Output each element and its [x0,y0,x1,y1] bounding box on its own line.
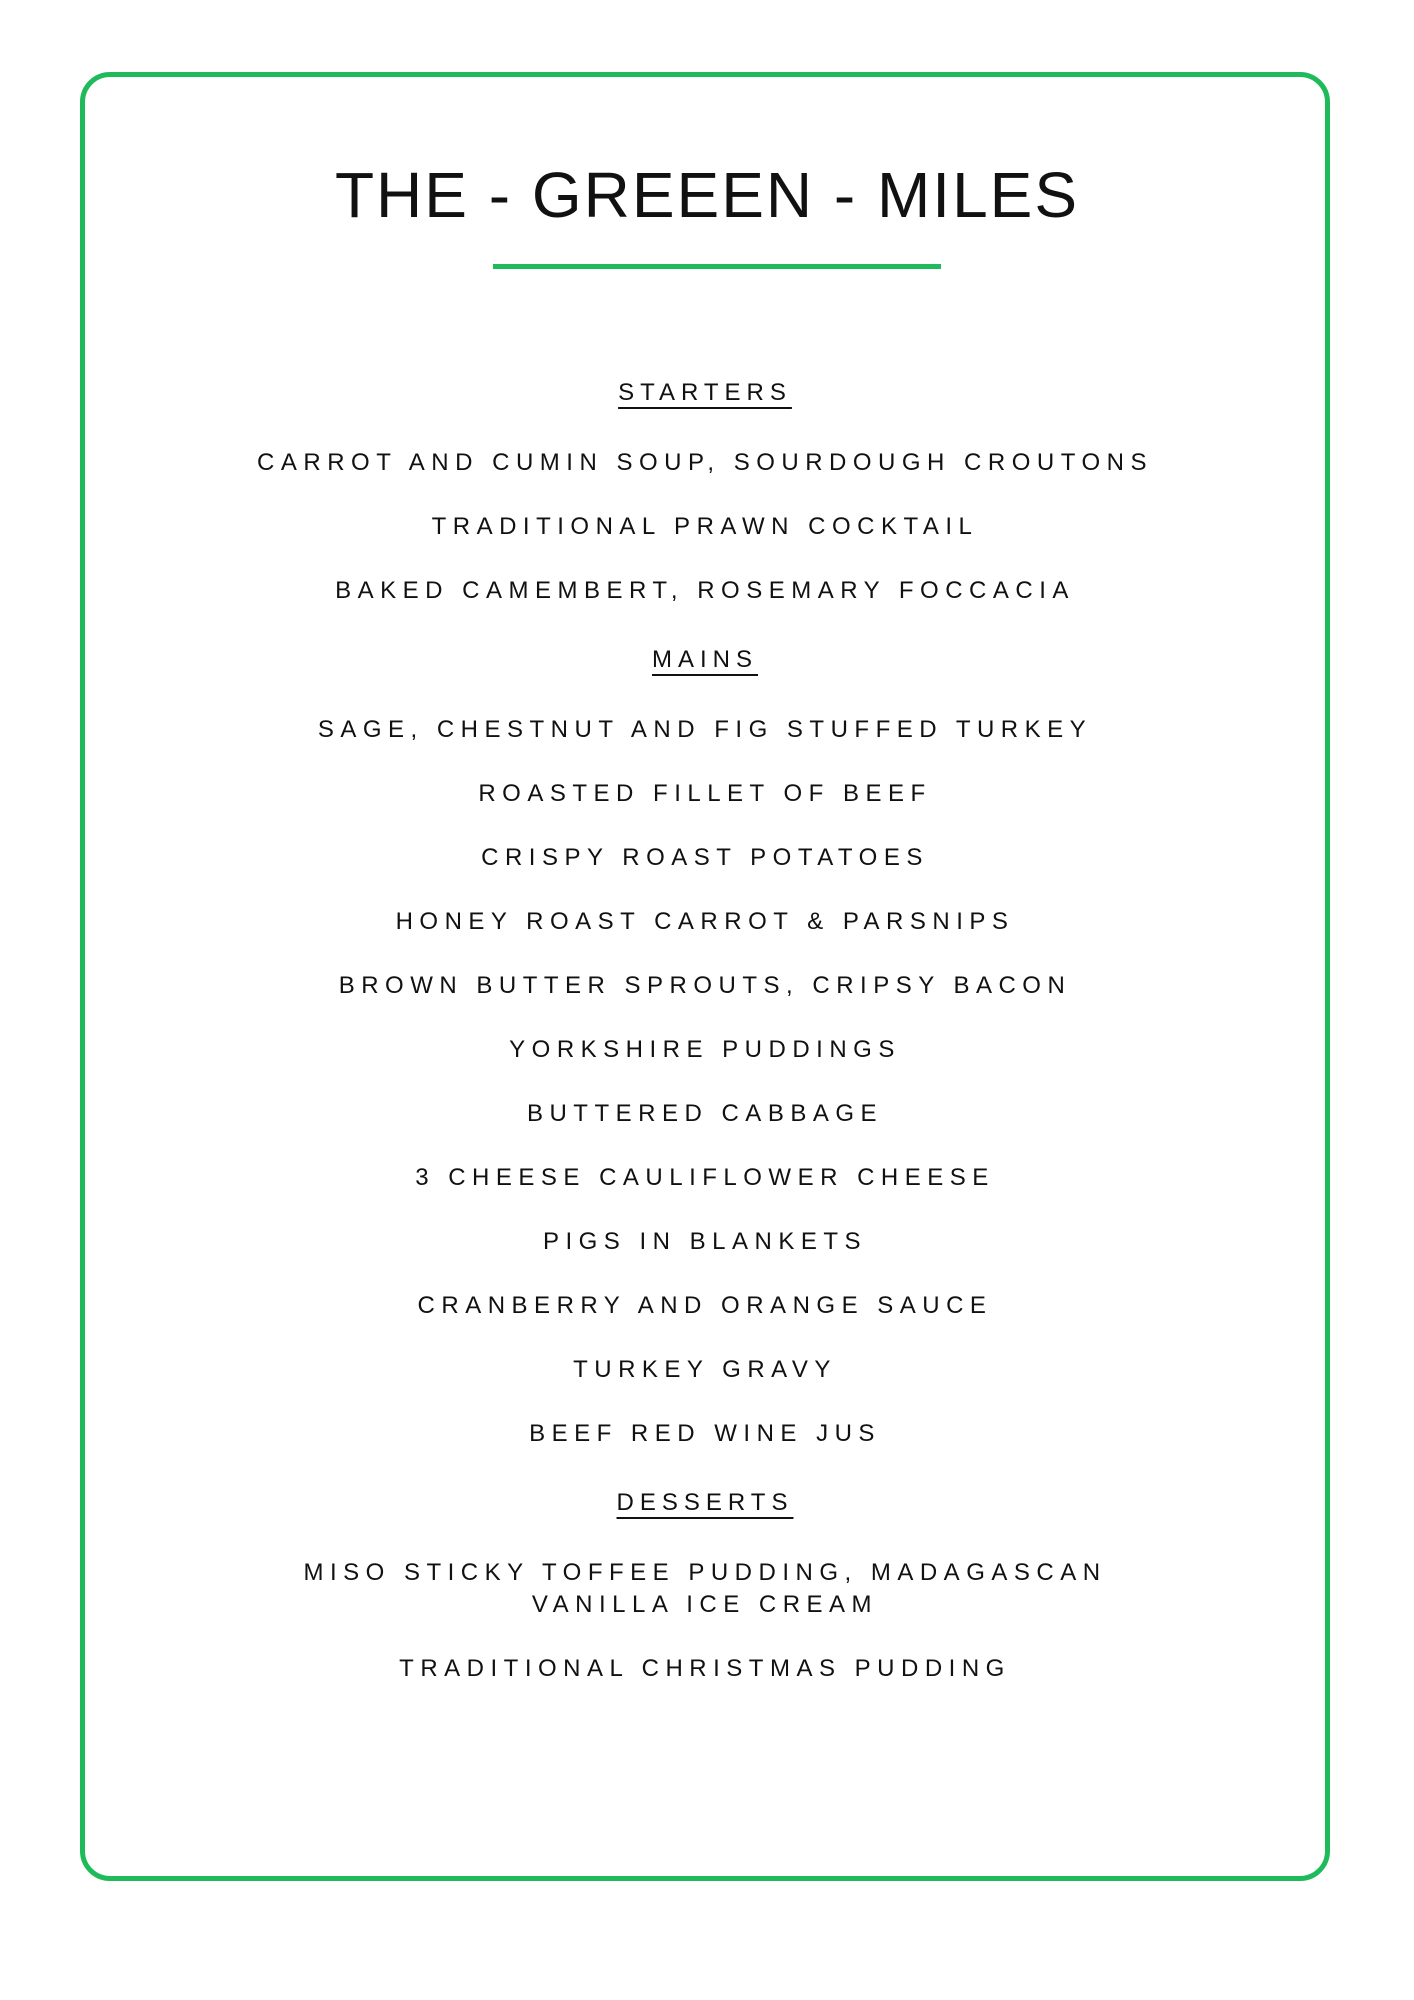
menu-item: BUTTERED CABBAGE [526,1100,884,1127]
menu-item: TURKEY GRAVY [573,1356,837,1383]
menu-item: TRADITIONAL CHRISTMAS PUDDING [399,1655,1011,1682]
menu-item: BAKED CAMEMBERT, ROSEMARY FOCCACIA [335,577,1075,604]
menu-item: 3 CHEESE CAULIFLOWER CHEESE [415,1164,995,1191]
mains-heading: MAINS [651,646,758,673]
menu-item: BROWN BUTTER SPROUTS, CRIPSY BACON [338,972,1072,999]
menu-item: YORKSHIRE PUDDINGS [509,1036,901,1063]
menu-item: VANILLA ICE CREAM [531,1591,879,1618]
menu-item: HONEY ROAST CARROT & PARSNIPS [395,908,1015,935]
menu-item: SAGE, CHESTNUT AND FIG STUFFED TURKEY [317,716,1093,743]
menu-item: ROASTED FILLET OF BEEF [478,780,932,807]
menu-item: PIGS IN BLANKETS [542,1228,868,1255]
menu-item: CARROT AND CUMIN SOUP, SOURDOUGH CROUTONS [257,449,1153,476]
menu-item: BEEF RED WINE JUS [529,1420,881,1447]
desserts-heading: DESSERTS [616,1489,794,1516]
menu-item: CRANBERRY AND ORANGE SAUCE [417,1292,993,1319]
menu-item: CRISPY ROAST POTATOES [481,844,929,871]
menu-item: MISO STICKY TOFFEE PUDDING, MADAGASCAN [303,1559,1107,1586]
title-underline [493,264,941,269]
menu-item: TRADITIONAL PRAWN COCKTAIL [431,513,979,540]
starters-heading: STARTERS [618,379,792,406]
restaurant-title: THE - GREEEN - MILES [334,159,1080,231]
